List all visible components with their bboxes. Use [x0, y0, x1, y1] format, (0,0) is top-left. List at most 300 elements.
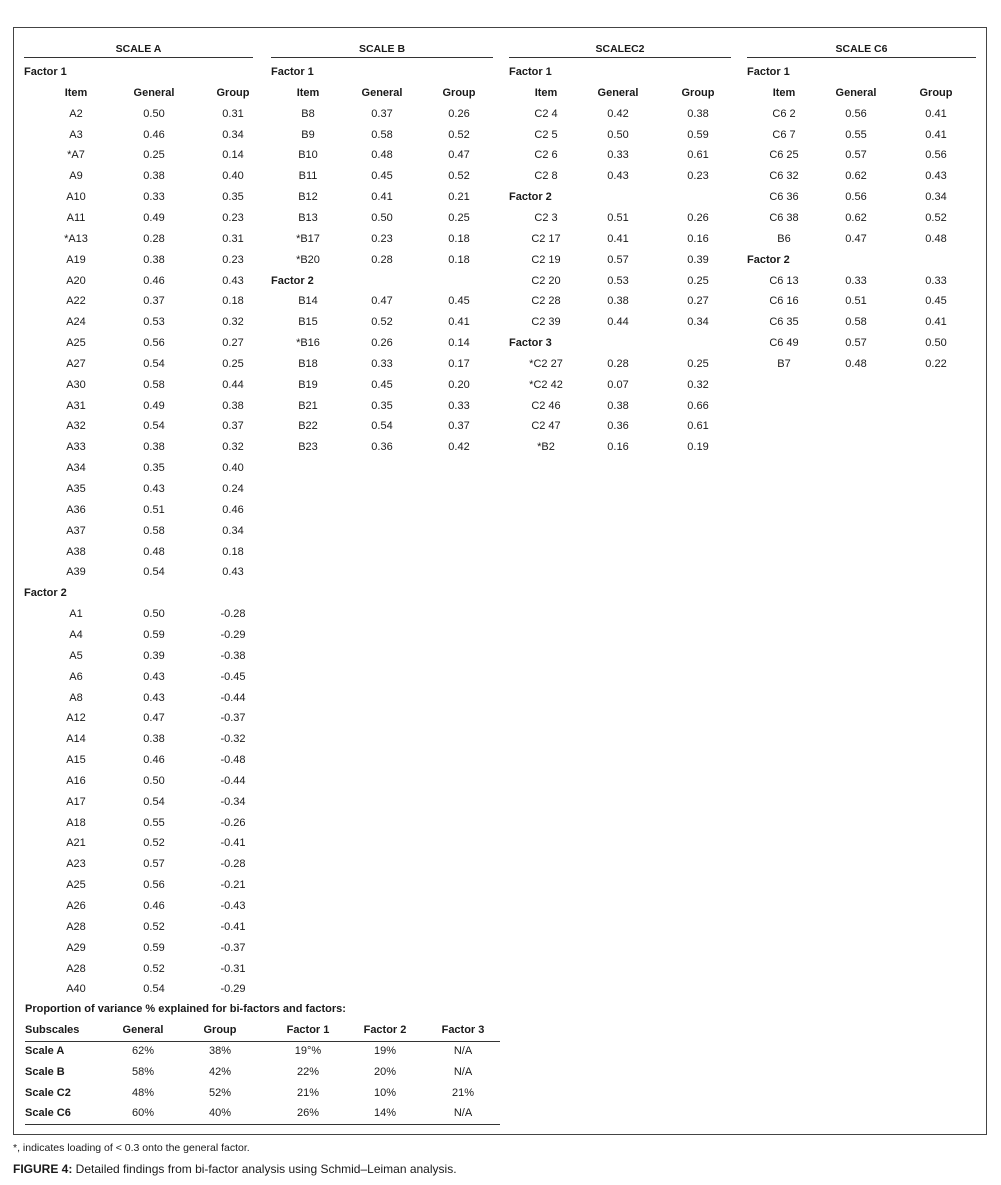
- item-cell: B13: [298, 211, 318, 224]
- table-row: [24, 542, 253, 563]
- item-cell: A10: [66, 191, 86, 204]
- group-cell: 0.25: [222, 357, 244, 370]
- group-cell: 0.46: [222, 503, 244, 516]
- item-cell: C6 7: [772, 128, 796, 141]
- item-cell: *B16: [296, 337, 320, 350]
- item-cell: C2 46: [531, 399, 561, 412]
- item-cell: A20: [66, 274, 86, 287]
- column-header: General: [597, 86, 639, 99]
- group-cell: 0.22: [925, 357, 947, 370]
- general-cell: 0.55: [143, 816, 165, 829]
- general-cell: 0.43: [143, 483, 165, 495]
- variance-value: 21%: [451, 1086, 475, 1099]
- general-cell: 0.38: [607, 399, 629, 412]
- group-cell: 0.34: [925, 191, 947, 204]
- group-cell: 0.21: [448, 191, 470, 204]
- item-cell: A37: [66, 524, 86, 537]
- group-cell: 0.19: [687, 441, 709, 454]
- item-cell: A31: [66, 399, 86, 412]
- group-cell: 0.18: [448, 232, 470, 245]
- item-cell: C6 32: [769, 170, 799, 183]
- variance-value: N/A: [453, 1044, 473, 1057]
- group-cell: -0.32: [220, 733, 246, 746]
- table-row: [747, 208, 976, 229]
- variance-value: 38%: [208, 1044, 232, 1057]
- group-cell: 0.52: [925, 211, 947, 224]
- group-cell: 0.14: [222, 149, 244, 162]
- table-row: [24, 959, 253, 980]
- item-cell: C2 5: [534, 128, 558, 141]
- group-cell: -0.43: [220, 900, 246, 912]
- table-row: [509, 437, 731, 458]
- item-cell: *A13: [64, 232, 88, 245]
- general-cell: 0.56: [845, 191, 867, 204]
- table-row: [271, 145, 493, 166]
- item-cell: A23: [66, 858, 86, 871]
- figure-caption: [13, 1162, 457, 1176]
- subscale-name: Scale C2: [25, 1086, 71, 1099]
- item-cell: A22: [66, 295, 86, 308]
- table-row: [24, 813, 253, 834]
- table-row: [271, 166, 493, 187]
- general-cell: 0.51: [845, 295, 867, 308]
- variance-value: 42%: [208, 1065, 232, 1078]
- general-cell: 0.54: [143, 566, 165, 579]
- table-row: [271, 375, 493, 396]
- variance-value: 40%: [208, 1107, 232, 1120]
- column-header-row: [747, 83, 976, 104]
- table-row: [271, 396, 493, 417]
- item-cell: B12: [298, 191, 318, 204]
- group-cell: 0.41: [925, 316, 947, 329]
- group-cell: -0.37: [220, 941, 246, 954]
- general-cell: 0.62: [845, 211, 867, 224]
- variance-value: 20%: [373, 1065, 397, 1078]
- footnote: *, indicates loading of < 0.3 onto the general factor.: [13, 1142, 250, 1154]
- group-cell: 0.52: [448, 170, 470, 183]
- item-cell: *A7: [67, 149, 85, 162]
- variance-value: 22%: [296, 1065, 320, 1078]
- subscale-name: Scale A: [25, 1044, 65, 1057]
- caption-label: FIGURE 4:: [13, 1162, 73, 1176]
- item-cell: A34: [66, 462, 86, 475]
- group-cell: 0.23: [687, 170, 709, 183]
- variance-value: 10%: [373, 1086, 397, 1099]
- general-cell: 0.52: [371, 316, 393, 329]
- variance-value: 48%: [131, 1086, 155, 1099]
- general-cell: 0.54: [143, 983, 165, 996]
- general-cell: 0.33: [143, 191, 165, 204]
- table-row: [271, 208, 493, 229]
- general-cell: 0.28: [143, 232, 165, 245]
- general-cell: 0.25: [143, 149, 165, 162]
- variance-value: N/A: [453, 1065, 473, 1078]
- item-cell: C2 17: [531, 232, 561, 245]
- factor-label: Factor 2: [24, 587, 67, 600]
- variance-row: [25, 1083, 500, 1104]
- table-row: [24, 291, 253, 312]
- item-cell: A35: [66, 483, 86, 495]
- item-cell: *C2 42: [529, 378, 563, 391]
- group-cell: 0.23: [222, 253, 244, 266]
- item-cell: B6: [777, 232, 791, 245]
- table-row: [24, 437, 253, 458]
- general-cell: 0.51: [607, 211, 629, 224]
- group-cell: 0.45: [925, 295, 947, 308]
- item-cell: B18: [298, 357, 318, 370]
- group-cell: -0.34: [220, 795, 246, 808]
- table-row: [24, 667, 253, 688]
- item-cell: A14: [66, 733, 86, 746]
- table-row: [24, 229, 253, 250]
- item-cell: A5: [69, 649, 83, 662]
- group-cell: 0.37: [448, 420, 470, 433]
- table-row: [271, 125, 493, 146]
- general-cell: 0.52: [143, 837, 165, 850]
- general-cell: 0.37: [371, 107, 393, 120]
- table-row: [24, 854, 253, 875]
- general-cell: 0.28: [607, 357, 629, 370]
- table-row: [24, 354, 253, 375]
- table-row: [747, 125, 976, 146]
- table-row: [271, 312, 493, 333]
- table-row: [509, 416, 731, 437]
- item-cell: A16: [66, 774, 86, 787]
- factor-label: Factor 1: [747, 66, 790, 78]
- general-cell: 0.49: [143, 399, 165, 412]
- item-cell: A19: [66, 253, 86, 266]
- general-cell: 0.62: [845, 170, 867, 183]
- factor-label: Factor 2: [509, 191, 552, 204]
- table-row: [509, 250, 731, 271]
- general-cell: 0.57: [845, 337, 867, 350]
- group-cell: 0.52: [448, 128, 470, 141]
- group-cell: 0.18: [222, 545, 244, 558]
- group-cell: 0.38: [687, 107, 709, 120]
- general-cell: 0.52: [143, 920, 165, 933]
- item-cell: *B20: [296, 253, 320, 266]
- scale-title: SCALE B: [271, 43, 493, 58]
- item-cell: A28: [66, 920, 86, 933]
- group-cell: 0.43: [222, 274, 244, 287]
- table-row: [24, 250, 253, 271]
- group-cell: 0.43: [222, 566, 244, 579]
- variance-header-row: [25, 1020, 500, 1042]
- group-cell: 0.31: [222, 107, 244, 120]
- general-cell: 0.41: [371, 191, 393, 204]
- factor-label: Factor 2: [747, 253, 790, 266]
- table-row: [24, 208, 253, 229]
- table-row: [271, 187, 493, 208]
- variance-value: 60%: [131, 1107, 155, 1120]
- general-cell: 0.50: [143, 107, 165, 120]
- table-row: [24, 312, 253, 333]
- item-cell: B23: [298, 441, 318, 454]
- item-cell: C2 20: [531, 274, 561, 287]
- general-cell: 0.43: [143, 691, 165, 704]
- table-row: [24, 104, 253, 125]
- variance-value: 52%: [208, 1086, 232, 1099]
- item-cell: *B17: [296, 232, 320, 245]
- table-row: [24, 792, 253, 813]
- general-cell: 0.43: [607, 170, 629, 183]
- item-cell: A28: [66, 962, 86, 975]
- item-cell: C2 39: [531, 316, 561, 329]
- table-row: [271, 437, 493, 458]
- table-row: [24, 833, 253, 854]
- general-cell: 0.47: [371, 295, 393, 308]
- general-cell: 0.50: [371, 211, 393, 224]
- group-cell: 0.61: [687, 149, 709, 162]
- column-header: Group: [681, 86, 715, 99]
- item-cell: C6 49: [769, 337, 799, 350]
- variance-value: 62%: [131, 1044, 155, 1057]
- general-cell: 0.53: [607, 274, 629, 287]
- variance-value: N/A: [453, 1107, 473, 1120]
- factor-label: Factor 1: [509, 66, 552, 78]
- table-row: [24, 521, 253, 542]
- group-cell: 0.31: [222, 232, 244, 245]
- variance-column-header: Subscales: [25, 1024, 80, 1036]
- scale-title: SCALEC2: [509, 43, 731, 58]
- general-cell: 0.33: [607, 149, 629, 162]
- scale-title: SCALE C6: [747, 43, 976, 58]
- table-row: [24, 688, 253, 709]
- table-row: [24, 458, 253, 479]
- group-cell: 0.24: [222, 483, 244, 495]
- item-cell: C6 36: [769, 191, 799, 204]
- general-cell: 0.49: [143, 211, 165, 224]
- column-header: Group: [919, 86, 953, 99]
- table-row: [747, 104, 976, 125]
- table-row: [747, 354, 976, 375]
- general-cell: 0.48: [371, 149, 393, 162]
- item-cell: B10: [298, 149, 318, 162]
- variance-row: [25, 1062, 500, 1083]
- table-row: [747, 271, 976, 292]
- item-cell: C6 35: [769, 316, 799, 329]
- column-header: Group: [442, 86, 476, 99]
- general-cell: 0.33: [845, 274, 867, 287]
- item-cell: A2: [69, 107, 83, 120]
- variance-value: 14%: [373, 1107, 397, 1120]
- column-header: General: [835, 86, 877, 99]
- table-row: [24, 187, 253, 208]
- item-cell: A25: [66, 337, 86, 350]
- general-cell: 0.48: [143, 545, 165, 558]
- group-cell: -0.38: [220, 649, 246, 662]
- group-cell: -0.44: [220, 774, 246, 787]
- table-row: [24, 979, 253, 1000]
- general-cell: 0.41: [607, 232, 629, 245]
- group-cell: 0.33: [448, 399, 470, 412]
- table-row: [271, 333, 493, 354]
- general-cell: 0.38: [143, 441, 165, 454]
- general-cell: 0.44: [607, 316, 629, 329]
- item-cell: C2 19: [531, 253, 561, 266]
- group-cell: 0.34: [222, 128, 244, 141]
- table-row: [509, 375, 731, 396]
- general-cell: 0.35: [371, 399, 393, 412]
- group-cell: 0.38: [222, 399, 244, 412]
- general-cell: 0.16: [607, 441, 629, 454]
- variance-value: 26%: [296, 1107, 320, 1120]
- table-row: [24, 333, 253, 354]
- group-cell: 0.25: [687, 357, 709, 370]
- item-cell: C6 2: [772, 107, 796, 120]
- group-cell: -0.31: [220, 962, 246, 975]
- table-row: [271, 354, 493, 375]
- table-row: [24, 145, 253, 166]
- general-cell: 0.54: [143, 357, 165, 370]
- column-header: Item: [772, 86, 796, 99]
- group-cell: 0.32: [222, 441, 244, 454]
- group-cell: 0.40: [222, 462, 244, 475]
- group-cell: -0.37: [220, 712, 246, 725]
- group-cell: -0.21: [220, 879, 246, 892]
- general-cell: 0.07: [607, 378, 629, 391]
- item-cell: C6 16: [769, 295, 799, 308]
- table-row: [509, 291, 731, 312]
- item-cell: A24: [66, 316, 86, 329]
- item-cell: A11: [66, 211, 86, 224]
- variance-column-header: Factor 2: [363, 1024, 407, 1036]
- general-cell: 0.56: [143, 337, 165, 350]
- general-cell: 0.38: [607, 295, 629, 308]
- item-cell: C6 25: [769, 149, 799, 162]
- general-cell: 0.46: [143, 754, 165, 767]
- variance-column-header: Factor 3: [441, 1024, 485, 1036]
- general-cell: 0.36: [371, 441, 393, 454]
- group-cell: -0.29: [220, 628, 246, 641]
- table-row: [509, 125, 731, 146]
- variance-value: 19°%: [294, 1044, 322, 1057]
- table-row: [24, 562, 253, 583]
- item-cell: C6 38: [769, 211, 799, 224]
- group-cell: 0.34: [222, 524, 244, 537]
- variance-title: Proportion of variance % explained for bi-factors and factors:: [25, 1003, 346, 1015]
- table-row: [509, 312, 731, 333]
- table-row: [271, 104, 493, 125]
- table-row: [271, 250, 493, 271]
- column-header: General: [361, 86, 403, 99]
- item-cell: A21: [66, 837, 86, 850]
- general-cell: 0.46: [143, 900, 165, 912]
- item-cell: B22: [298, 420, 318, 433]
- item-cell: A25: [66, 879, 86, 892]
- item-cell: A8: [69, 691, 83, 704]
- general-cell: 0.58: [143, 378, 165, 391]
- table-row: [509, 271, 731, 292]
- table-row: [24, 125, 253, 146]
- general-cell: 0.53: [143, 316, 165, 329]
- general-cell: 0.59: [143, 628, 165, 641]
- general-cell: 0.38: [143, 733, 165, 746]
- general-cell: 0.54: [143, 420, 165, 433]
- item-cell: B19: [298, 378, 318, 391]
- figure-frame: [13, 27, 987, 1135]
- general-cell: 0.58: [143, 524, 165, 537]
- general-cell: 0.54: [143, 795, 165, 808]
- column-header: Item: [534, 86, 558, 99]
- item-cell: C2 4: [534, 107, 558, 120]
- group-cell: 0.23: [222, 211, 244, 224]
- group-cell: 0.26: [687, 211, 709, 224]
- group-cell: 0.14: [448, 337, 470, 350]
- general-cell: 0.46: [143, 128, 165, 141]
- item-cell: B8: [301, 107, 315, 120]
- item-cell: B9: [301, 128, 315, 141]
- item-cell: A30: [66, 378, 86, 391]
- general-cell: 0.58: [845, 316, 867, 329]
- factor-label: Factor 2: [271, 274, 314, 287]
- column-header: Item: [296, 86, 320, 99]
- variance-column-header: General: [122, 1024, 164, 1036]
- item-cell: A32: [66, 420, 86, 433]
- general-cell: 0.56: [845, 107, 867, 120]
- table-row: [24, 917, 253, 938]
- table-row: [747, 187, 976, 208]
- group-cell: 0.16: [687, 232, 709, 245]
- item-cell: A18: [66, 816, 86, 829]
- item-cell: A17: [66, 795, 86, 808]
- general-cell: 0.50: [143, 608, 165, 621]
- table-row: [747, 229, 976, 250]
- table-row: [747, 291, 976, 312]
- item-cell: B15: [298, 316, 318, 329]
- table-row: [747, 145, 976, 166]
- table-row: [24, 646, 253, 667]
- column-header-row: [271, 83, 493, 104]
- general-cell: 0.48: [845, 357, 867, 370]
- group-cell: 0.41: [925, 128, 947, 141]
- variance-value: 21%: [296, 1086, 320, 1099]
- item-cell: A4: [69, 628, 83, 641]
- item-cell: A12: [66, 712, 86, 725]
- table-row: [24, 604, 253, 625]
- group-cell: -0.41: [220, 837, 246, 850]
- general-cell: 0.36: [607, 420, 629, 433]
- table-row: [509, 166, 731, 187]
- table-row: [24, 375, 253, 396]
- general-cell: 0.39: [143, 649, 165, 662]
- general-cell: 0.50: [143, 774, 165, 787]
- table-row: [24, 500, 253, 521]
- group-cell: -0.28: [220, 608, 246, 621]
- item-cell: A27: [66, 357, 86, 370]
- group-cell: 0.45: [448, 295, 470, 308]
- table-row: [271, 291, 493, 312]
- table-row: [24, 166, 253, 187]
- general-cell: 0.51: [143, 503, 165, 516]
- general-cell: 0.55: [845, 128, 867, 141]
- item-cell: A36: [66, 503, 86, 516]
- general-cell: 0.26: [371, 337, 393, 350]
- item-cell: A40: [66, 983, 86, 996]
- item-cell: A29: [66, 941, 86, 954]
- item-cell: C2 28: [531, 295, 561, 308]
- factor-label: Factor 3: [509, 337, 552, 350]
- item-cell: C2 8: [534, 170, 558, 183]
- item-cell: *B2: [537, 441, 555, 454]
- table-row: [24, 625, 253, 646]
- group-cell: 0.18: [448, 253, 470, 266]
- group-cell: 0.41: [925, 107, 947, 120]
- subscale-name: Scale B: [25, 1065, 65, 1078]
- group-cell: 0.50: [925, 337, 947, 350]
- group-cell: 0.42: [448, 441, 470, 454]
- item-cell: B11: [298, 170, 318, 183]
